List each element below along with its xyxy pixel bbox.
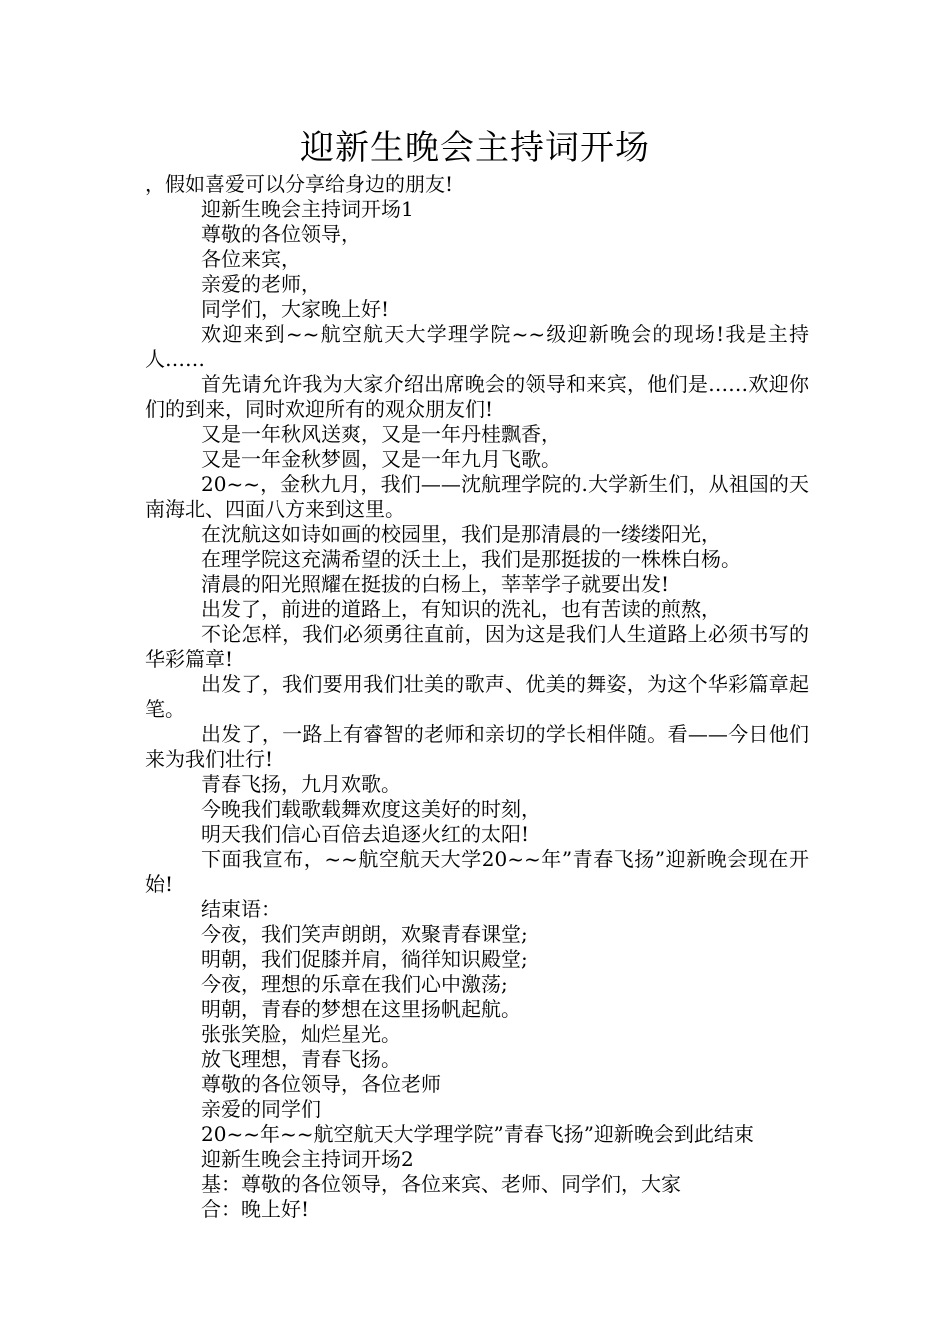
paragraph: 尊敬的各位领导， (201, 222, 361, 246)
paragraph: 张张笑脸，灿烂星光。 (201, 1022, 401, 1046)
paragraph: 首先请允许我为大家介绍出席晚会的领导和来宾，他们是……欢迎你们的到来，同时欢迎所有的观众朋友们! (145, 372, 809, 421)
paragraph: 合：晚上好! (201, 1197, 310, 1221)
paragraph: 迎新生晚会主持词开场2 (201, 1147, 414, 1171)
paragraph: 下面我宣布，~~航空航天大学20~~年”青春飞扬”迎新晚会现在开始! (145, 847, 809, 896)
paragraph: 今晚我们载歌载舞欢度这美好的时刻， (201, 797, 541, 821)
paragraph: 各位来宾， (201, 247, 301, 271)
paragraph: 20~~年~~航空航天大学理学院”青春飞扬”迎新晚会到此结束 (201, 1122, 754, 1146)
paragraph: 明天我们信心百倍去追逐火红的太阳! (201, 822, 530, 846)
paragraph: 不论怎样，我们必须勇往直前，因为这是我们人生道路上必须书写的华彩篇章! (145, 622, 809, 671)
document-title: 迎新生晚会主持词开场 (300, 128, 650, 168)
paragraph: 明朝，青春的梦想在这里扬帆起航。 (201, 997, 521, 1021)
paragraph: 清晨的阳光照耀在挺拔的白杨上，莘莘学子就要出发! (201, 572, 670, 596)
paragraph: 又是一年秋风送爽，又是一年丹桂飘香， (201, 422, 561, 446)
paragraph: 出发了，一路上有睿智的老师和亲切的学长相伴随。看——今日他们来为我们壮行! (145, 722, 809, 771)
document-body (145, 197, 809, 1222)
paragraph: 又是一年金秋梦圆，又是一年九月飞歌。 (201, 447, 561, 471)
paragraph: 明朝，我们促膝并肩，徜徉知识殿堂; (201, 947, 528, 971)
paragraph: 欢迎来到~~航空航天大学理学院~~级迎新晚会的现场!我是主持人…… (145, 322, 809, 371)
paragraph: 尊敬的各位领导，各位老师 (201, 1072, 441, 1096)
paragraph: 亲爱的同学们 (201, 1097, 321, 1121)
paragraph: 出发了，前进的道路上，有知识的洗礼，也有苦读的煎熬， (201, 597, 721, 621)
paragraph: 放飞理想，青春飞扬。 (201, 1047, 401, 1071)
intro-line: ，假如喜爱可以分享给身边的朋友! (145, 172, 454, 196)
paragraph: 基：尊敬的各位领导，各位来宾、老师、同学们，大家 (201, 1172, 681, 1196)
paragraph: 今夜，我们笑声朗朗，欢聚青春课堂; (201, 922, 528, 946)
paragraph: 结束语： (201, 897, 281, 921)
paragraph: 出发了，我们要用我们壮美的歌声、优美的舞姿，为这个华彩篇章起笔。 (145, 672, 809, 721)
paragraph: 青春飞扬，九月欢歌。 (201, 772, 401, 796)
paragraph: 20~~，金秋九月，我们——沈航理学院的.大学新生们，从祖国的天南海北、四面八方来到这里。 (145, 472, 809, 521)
paragraph: 同学们，大家晚上好! (201, 297, 390, 321)
paragraph: 迎新生晚会主持词开场1 (201, 197, 414, 221)
paragraph: 亲爱的老师， (201, 272, 321, 296)
paragraph: 在理学院这充满希望的沃土上，我们是那挺拔的一株株白杨。 (201, 547, 741, 571)
paragraph: 在沈航这如诗如画的校园里，我们是那清晨的一缕缕阳光， (201, 522, 721, 546)
paragraph: 今夜，理想的乐章在我们心中激荡; (201, 972, 508, 996)
